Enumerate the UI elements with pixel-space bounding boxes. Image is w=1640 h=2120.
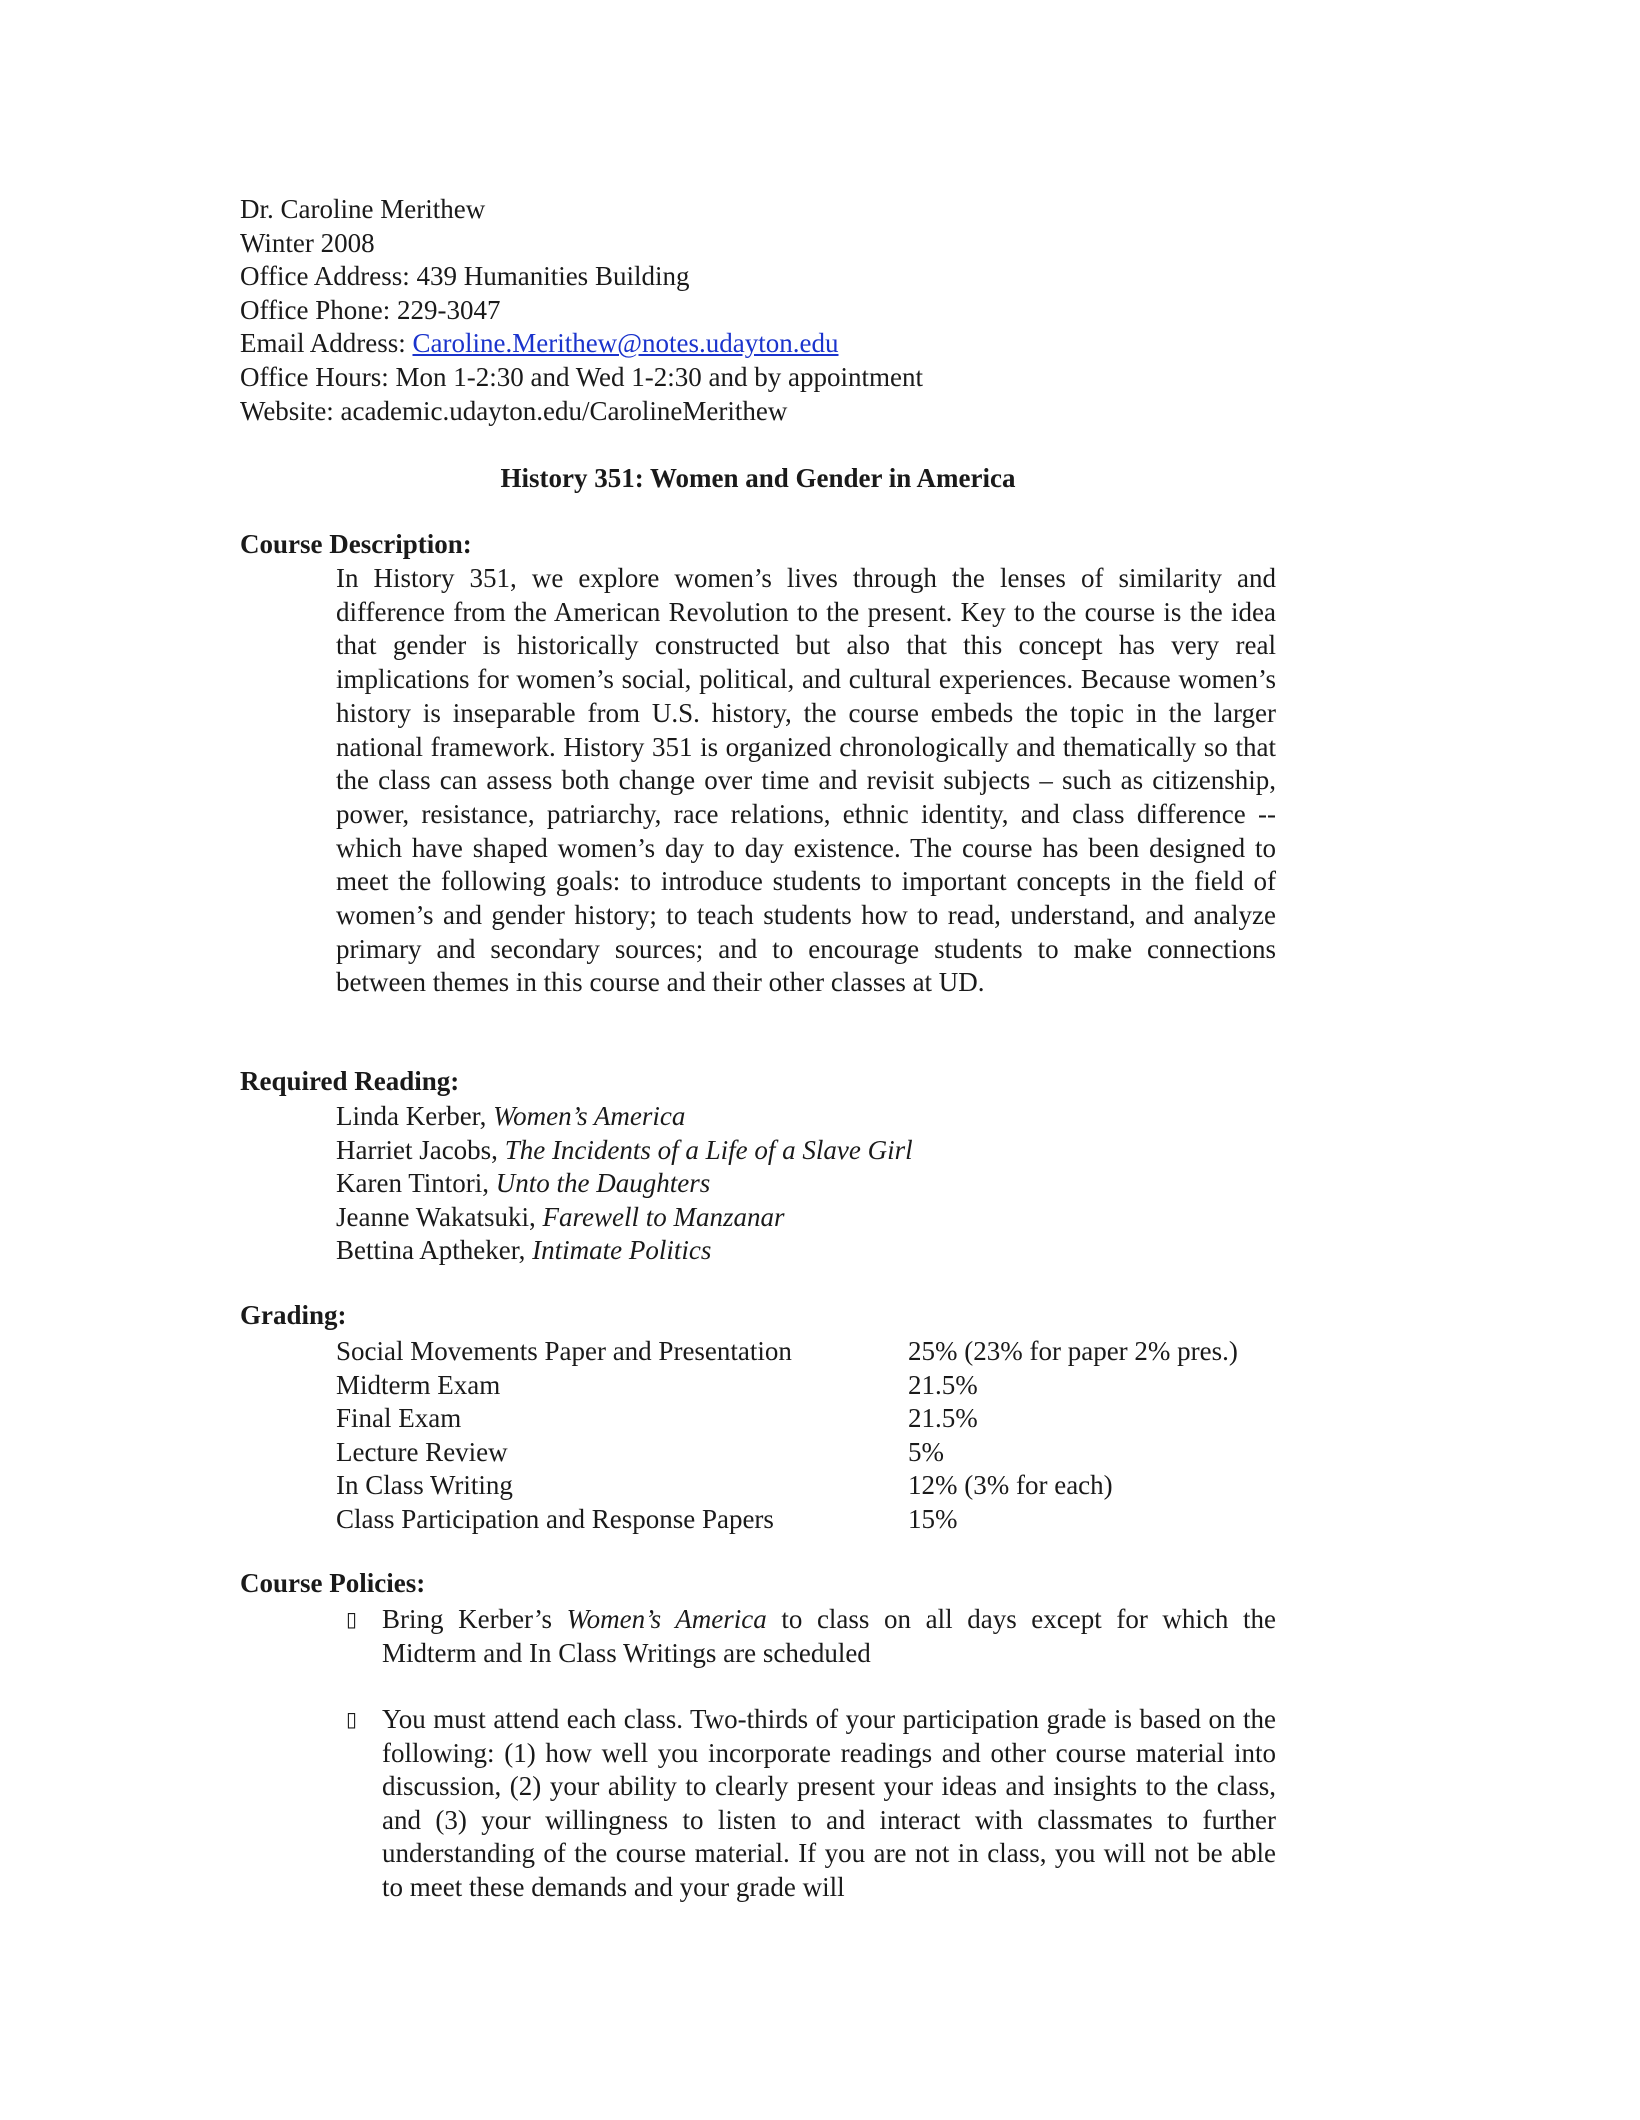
website: Website: academic.udayton.edu/CarolineMerithew: [240, 395, 788, 426]
grading-heading: Grading:: [240, 1300, 347, 1330]
book-title: Women’s America: [493, 1101, 686, 1131]
policy-item: [346, 1703, 1276, 1905]
book-title: Intimate Politics: [532, 1235, 712, 1266]
course-title: History 351: Women and Gender in America: [500, 463, 1016, 493]
course-description-heading: Course Description:: [240, 529, 472, 559]
grading-table: [336, 1335, 1286, 1537]
instructor-info: [240, 193, 1340, 428]
reading-item: Harriet Jacobs, The Incidents of a Life of a Slave Girl: [336, 1134, 913, 1165]
course-policies-heading: Course Policies:: [240, 1568, 426, 1598]
grading-row: Social Movements Paper and Presentation 25% (23% for paper 2% pres.): [336, 1336, 1238, 1366]
grading-row: Lecture Review 5%: [336, 1436, 944, 1467]
office-hours: Office Hours: Mon 1-2:30 and Wed 1-2:30 and by appointment: [240, 361, 923, 392]
grading-row: Class Participation and Response Papers 15%: [336, 1503, 958, 1534]
email-line: [240, 327, 1340, 361]
book-title: Unto the Daughters: [495, 1168, 711, 1199]
office-address: Office Address: 439 Humanities Building: [240, 261, 690, 292]
policy-text: You must attend each class. Two-thirds of your participation grade is based on the following: (1) how well you incorporate readings and other course material into discussion, (2) your ability to clearly present your ideas and insights to the class, and (3) your willingness to listen to and interact with classmates to further understanding of the course material. If you are not in class, you will not be able to meet these demands and your grade will: [382, 1704, 1276, 1902]
book-title: Farewell to Manzanar: [542, 1201, 785, 1232]
book-title: Women’s America: [566, 1604, 767, 1634]
reading-item: Karen Tintori, Unto the Daughters: [336, 1168, 711, 1199]
book-title: The Incidents of a Life of a Slave Girl: [504, 1134, 913, 1165]
reading-item: Bettina Aptheker, Intimate Politics: [336, 1235, 712, 1266]
course-description-text: In History 351, we explore women’s lives through the lenses of similarity and difference from the American Revolution to the present. Key to the course is the idea that gender is historically constructed but also that this concept has very real implications for women’s social, political, and cultural experiences. Because women’s history is inseparable from U.S. history, the course embeds the topic in the larger national framework. History 351 is organized chronologically and thematically so that the class can assess both change over time and revisit subjects – such as citizenship, power, resistance, patriarchy, race relations, ethnic identity, and class difference -- which have shaped women’s day to day existence. The course has been designed to meet the following goals: to introduce students to important concepts in the field of women’s and gender history; to teach students how to read, understand, and analyze primary and secondary sources; and to encourage students to make connections between themes in this course and their other classes at UD.: [336, 563, 1276, 998]
grading-row: In Class Writing 12% (3% for each): [336, 1470, 1113, 1501]
reading-item: Jeanne Wakatsuki, Farewell to Manzanar: [336, 1201, 785, 1232]
reading-item: Linda Kerber, Women’s America: [336, 1101, 686, 1131]
policy-item: [346, 1603, 1276, 1670]
instructor-name: Dr. Caroline Merithew: [240, 194, 486, 224]
bullet-icon: ▯: [346, 1607, 358, 1631]
required-reading-list: [336, 1100, 913, 1268]
grading-row: Midterm Exam 21.5%: [336, 1369, 978, 1400]
term: Winter 2008: [240, 227, 375, 258]
grading-row: Final Exam 21.5%: [336, 1403, 978, 1434]
email-label: Email Address:: [240, 328, 413, 359]
policy-text: Bring Kerber’s Women’s America to class on all days except for which the Midterm and In Class Writings are scheduled: [382, 1604, 1276, 1668]
required-reading-heading: Required Reading:: [240, 1066, 460, 1096]
bullet-icon: ▯: [346, 1707, 358, 1731]
office-phone: Office Phone: 229-3047: [240, 294, 501, 325]
email-link[interactable]: Caroline.Merithew@notes.udayton.edu: [412, 328, 839, 359]
